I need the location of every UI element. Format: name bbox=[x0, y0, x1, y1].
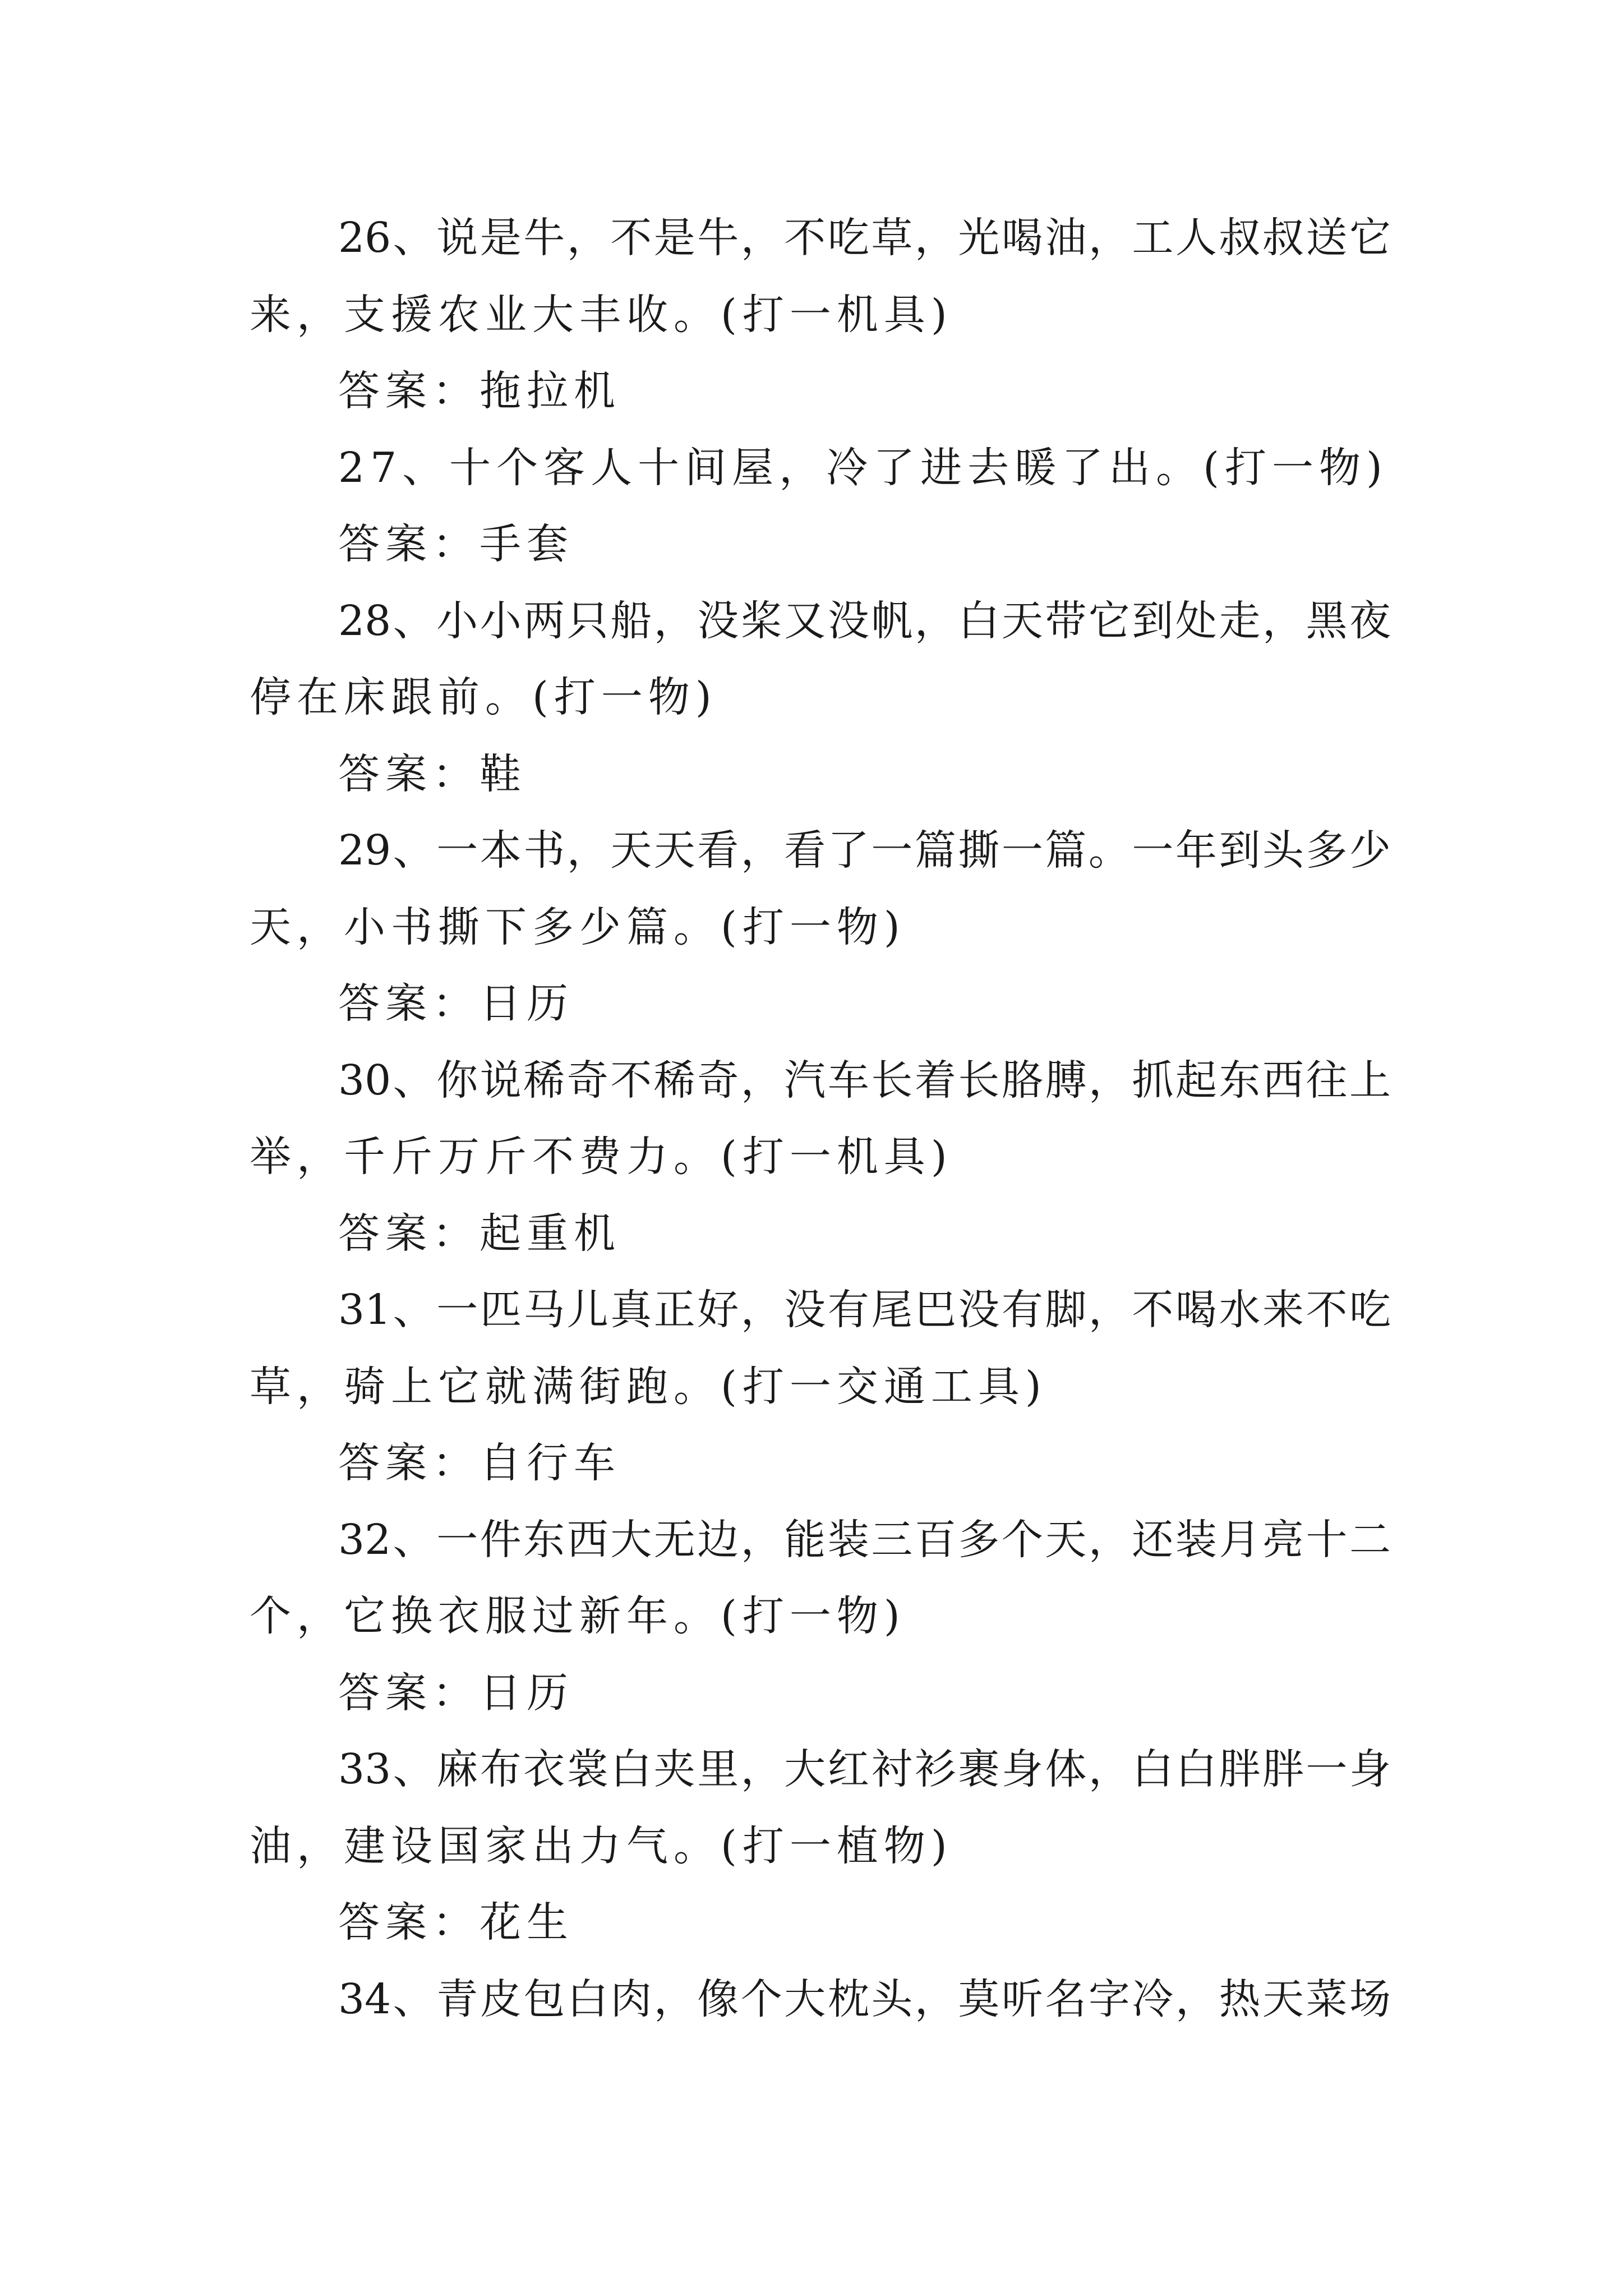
riddle-continuation-line: 停在床跟前。(打一物) bbox=[250, 673, 717, 721]
riddle-line: 33、麻布衣裳白夹里，大红衬衫裹身体，白白胖胖一身 bbox=[338, 1745, 1391, 1793]
riddle-continuation-line: 来，支援农业大丰收。(打一机具) bbox=[250, 290, 953, 339]
riddle-text-column bbox=[250, 200, 1391, 2037]
answer-line: 答案：鞋 bbox=[338, 749, 527, 798]
riddle-continuation-line: 个，它换衣服过新年。(打一物) bbox=[250, 1592, 906, 1640]
riddle-line: 34、青皮包白肉，像个大枕头，莫听名字冷，热天菜场 bbox=[338, 1975, 1391, 2023]
riddle-continuation-line: 举，千斤万斤不费力。(打一机具) bbox=[250, 1133, 953, 1181]
riddle-continuation-line: 天，小书撕下多少篇。(打一物) bbox=[250, 903, 906, 951]
riddle-continuation-line: 草，骑上它就满街跑。(打一交通工具) bbox=[250, 1362, 1047, 1411]
answer-line: 答案：日历 bbox=[338, 1668, 574, 1717]
riddle-line: 31、一匹马儿真正好，没有尾巴没有脚，不喝水来不吃 bbox=[338, 1286, 1391, 1334]
answer-line: 答案：自行车 bbox=[338, 1439, 621, 1487]
answer-line: 答案：日历 bbox=[338, 979, 574, 1028]
riddle-line: 27、十个客人十间屋，冷了进去暖了出。(打一物) bbox=[338, 443, 1388, 492]
answer-line: 答案：手套 bbox=[338, 520, 574, 568]
riddle-line: 29、一本书，天天看，看了一篇撕一篇。一年到头多少 bbox=[338, 826, 1391, 875]
answer-line: 答案：拖拉机 bbox=[338, 367, 621, 415]
answer-line: 答案：花生 bbox=[338, 1898, 574, 1947]
riddle-line: 26、说是牛，不是牛，不吃草，光喝油，工人叔叔送它 bbox=[338, 214, 1391, 262]
riddle-line: 30、你说稀奇不稀奇，汽车长着长胳膊，抓起东西往上 bbox=[338, 1056, 1391, 1105]
riddle-line: 32、一件东西大无边，能装三百多个天，还装月亮十二 bbox=[338, 1515, 1391, 1564]
riddle-line: 28、小小两只船，没桨又没帆，白天带它到处走，黑夜 bbox=[338, 596, 1391, 645]
answer-line: 答案：起重机 bbox=[338, 1209, 621, 1258]
riddle-continuation-line: 油，建设国家出力气。(打一植物) bbox=[250, 1821, 953, 1870]
